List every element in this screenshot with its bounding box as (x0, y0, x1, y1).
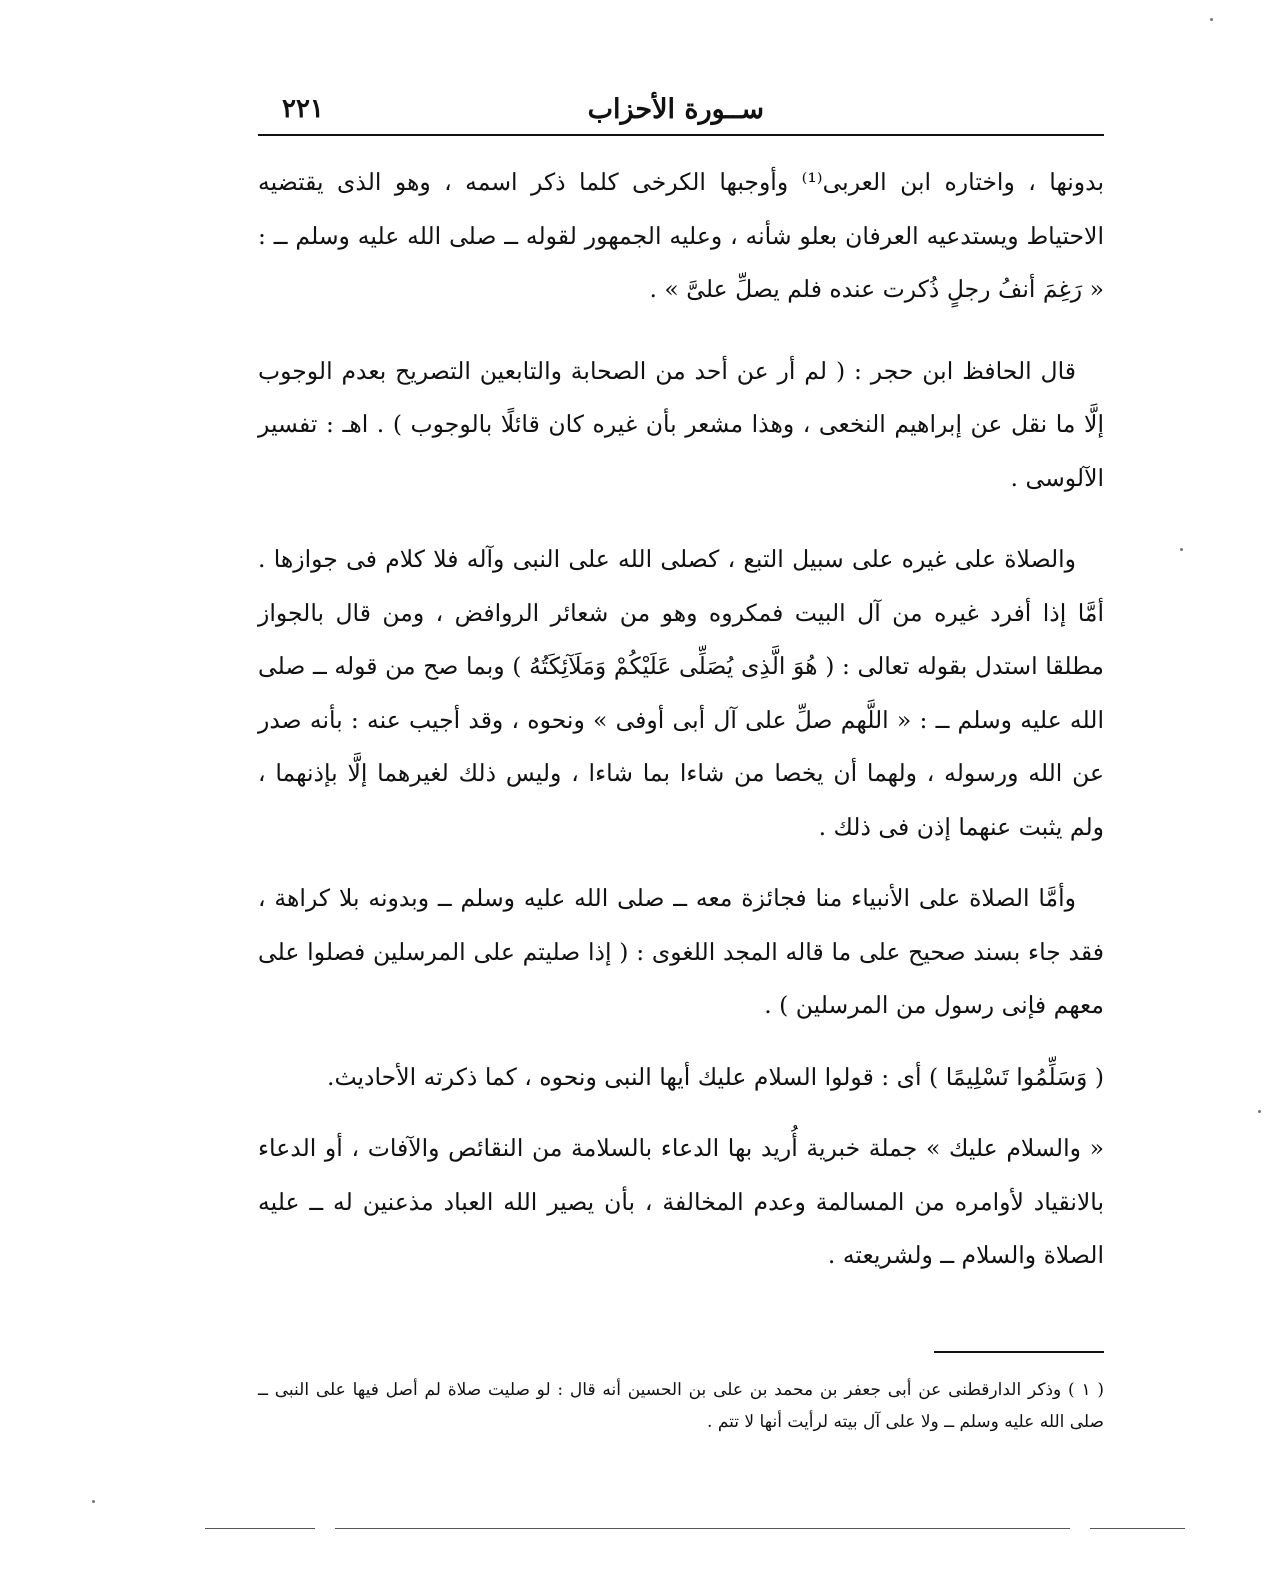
paragraph-5: ( وَسَلِّمُوا تَسْلِيمًا ) أى : قولوا السلام عليك أيها النبى ونحوه ، كما ذكرته الأحاديث. (326, 1062, 1104, 1091)
scan-speck (92, 1500, 95, 1503)
running-header (258, 88, 1104, 128)
footnote-rule (934, 1351, 1104, 1353)
paragraph-2: قال الحافظ ابن حجر : ( لم أر عن أحد من الصحابة والتابعين التصريح بعدم الوجوب إلَّا ما نقل عن إبراهيم النخعى ، وهذا مشعر بأن غيره كان قائلًا بالوجوب ) . اهـ : تفسير الآلوسى . (258, 356, 1104, 492)
paragraph-3: والصلاة على غيره على سبيل التبع ، كصلى الله على النبى وآله فلا كلام فى جوازها . أمَّا إذا أفرد غيره من آل البيت فمكروه وهو من شعائر الروافض ، ومن قال بالجواز مطلقا استدل بقوله تعالى : ( هُوَ الَّذِى يُصَلِّى عَلَيْكُمْ وَمَلَآئِكَتُهُ ) وبما صح من قوله ــ صلى الله عليه وسلم ــ : « اللَّهم صلِّ على آل أبى أوفى » ونحوه ، وقد أجيب عنه : بأنه صدر عن الله ورسوله ، ولهما أن يخصا من شاءا بما شاءا ، وليس ذلك لغيرهما إلَّا بإذنهما ، ولم يثبت عنهما إذن فى ذلك . (258, 545, 1104, 841)
paragraph-6: « والسلام عليك » جملة خبرية أُريد بها الدعاء بالسلامة من النقائص والآفات ، أو الدعاء بالانقياد لأوامره من المسالمة وعدم المخالفة ، بأن يصير الله العباد مذعنين له ــ عليه الصلاة والسلام ــ ولشريعته . (258, 1134, 1104, 1269)
surah-title: ســورة الأحزاب (587, 94, 764, 125)
scan-edge-line (205, 1528, 315, 1529)
header-rule (258, 134, 1104, 136)
scan-edge-line (1090, 1528, 1185, 1529)
page-number: ٢٢١ (282, 94, 324, 124)
main-text (258, 156, 1104, 1283)
scan-speck (1258, 1110, 1261, 1113)
scan-speck (1210, 18, 1213, 21)
scan-edge-line (335, 1528, 1070, 1529)
paragraph-4: وأمَّا الصلاة على الأنبياء منا فجائزة معه ــ صلى الله عليه وسلم ــ وبدونه بلا كراهة ، فقد جاء بسند صحيح على ما قاله المجد اللغوى : ( إذا صليتم على المرسلين فصلوا على معهم فإنى رسول من المرسلين ) . (258, 884, 1104, 1019)
paragraph-1: بدونها ، واختاره ابن العربى⁽¹⁾ وأوجبها الكرخى كلما ذكر اسمه ، وهو الذى يقتضيه الاحتياط ويستدعيه العرفان بعلو شأنه ، وعليه الجمهور لقوله ــ صلى الله عليه وسلم ــ : « رَغِمَ أنفُ رجلٍ ذُكرت عنده فلم يصلِّ علىَّ » . (258, 168, 1104, 303)
scan-speck (1180, 548, 1183, 551)
footnote: ( ١ ) وذكر الدارقطنى عن أبى جعفر بن محمد بن على بن الحسين أنه قال : لو صليت صلاة لم أصل فيها على النبى ــ صلى الله عليه وسلم ــ ولا على آل بيته لرأيت أنها لا تتم . (258, 1380, 1104, 1432)
